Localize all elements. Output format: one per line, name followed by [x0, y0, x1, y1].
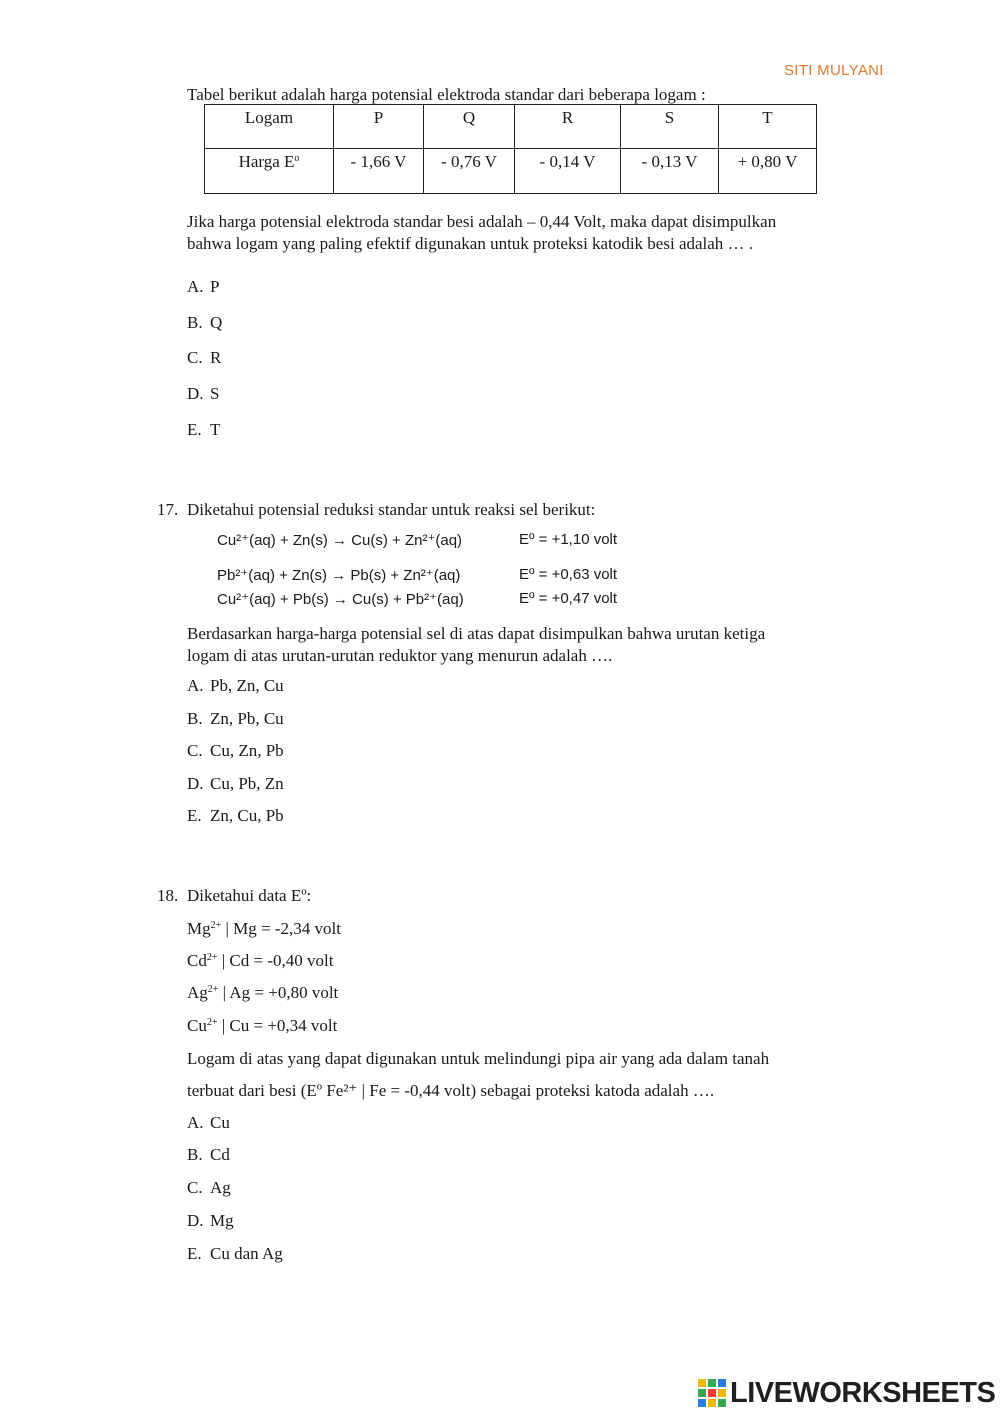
q16-question-line1: Jika harga potensial elektroda standar besi adalah – 0,44 Volt, maka dapat disimpulkan — [187, 212, 777, 231]
q16-option-a[interactable]: A. P — [187, 277, 220, 296]
q17-reaction-2: Pb²⁺(aq) + Zn(s) → Pb(s) + Zn²⁺(aq) — [217, 567, 461, 584]
q17-question-line1: Berdasarkan harga-harga potensial sel di atas dapat disimpulkan bahwa urutan ketiga — [187, 624, 766, 643]
logo-blocks-icon — [698, 1379, 726, 1407]
q16-intro: Tabel berikut adalah harga potensial elektroda standar dari beberapa logam : — [187, 85, 706, 104]
q17-potential-3: Eº = +0,47 volt — [519, 590, 618, 607]
table-header-cell: R — [515, 105, 621, 149]
q18-question-line1: Logam di atas yang dapat digunakan untuk melindungi pipa air yang ada dalam tanah — [187, 1049, 770, 1068]
q16-option-d[interactable]: D. S — [187, 384, 220, 403]
potential-table — [204, 104, 817, 194]
q17-option-a[interactable]: A. Pb, Zn, Cu — [187, 676, 284, 695]
table-cell: - 1,66 V — [334, 149, 424, 194]
q16-option-e[interactable]: E. T — [187, 420, 221, 439]
q17-option-d[interactable]: D. Cu, Pb, Zn — [187, 774, 284, 793]
liveworksheets-logo[interactable] — [698, 1378, 995, 1408]
q17-option-c[interactable]: C. Cu, Zn, Pb — [187, 741, 284, 760]
table-cell: - 0,14 V — [515, 149, 621, 194]
q18-question-line2: terbuat dari besi (Eº Fe²⁺ | Fe = -0,44 volt) sebagai proteksi katoda adalah …. — [187, 1081, 715, 1100]
table-value-row — [205, 149, 817, 194]
q16-option-b[interactable]: B. Q — [187, 313, 223, 332]
q17-potential-1: Eº = +1,10 volt — [519, 531, 618, 548]
table-cell: - 0,76 V — [424, 149, 515, 194]
q16-option-c[interactable]: C. R — [187, 348, 222, 367]
logo-text: LIVEWORKSHEETS — [730, 1376, 996, 1409]
author-name: SITI MULYANI — [784, 62, 884, 79]
q18-option-d[interactable]: D. Mg — [187, 1211, 234, 1230]
q17-option-b[interactable]: B. Zn, Pb, Cu — [187, 709, 284, 728]
table-cell: + 0,80 V — [719, 149, 817, 194]
q16-question-line2: bahwa logam yang paling efektif digunakan untuk proteksi katodik besi adalah … . — [187, 234, 754, 253]
q17-stem: Diketahui potensial reduksi standar untuk reaksi sel berikut: — [187, 500, 596, 519]
q18-option-a[interactable]: A. Cu — [187, 1113, 230, 1132]
q18-data-mg: $Mg^{2+}$ | Mg = -2,34 volt — [187, 919, 341, 938]
table-header-cell: P — [334, 105, 424, 149]
q18-number: 18. — [157, 886, 179, 905]
q18-stem: Diketahui data Eº: — [187, 886, 312, 905]
q17-option-e[interactable]: E. Zn, Cu, Pb — [187, 806, 284, 825]
q17-reaction-3: Cu²⁺(aq) + Pb(s) → Cu(s) + Pb²⁺(aq) — [217, 591, 464, 608]
table-header-cell: Logam — [205, 105, 334, 149]
q18-data-cd: $Cd^{2+}$ | Cd = -0,40 volt — [187, 951, 334, 970]
table-header-cell: S — [621, 105, 719, 149]
q18-option-c[interactable]: C. Ag — [187, 1178, 231, 1197]
q18-data-cu: $Cu^{2+}$ | Cu = +0,34 volt — [187, 1016, 338, 1035]
q17-number: 17. — [157, 500, 179, 519]
table-header-cell: Q — [424, 105, 515, 149]
q17-potential-2: Eº = +0,63 volt — [519, 566, 618, 583]
table-header-cell: T — [719, 105, 817, 149]
q17-reaction-1: Cu²⁺(aq) + Zn(s) → Cu(s) + Zn²⁺(aq) — [217, 532, 463, 549]
q18-option-b[interactable]: B. Cd — [187, 1145, 230, 1164]
table-header-row — [205, 105, 817, 149]
q17-question-line2: logam di atas urutan-urutan reduktor yang menurun adalah …. — [187, 646, 613, 665]
table-cell: - 0,13 V — [621, 149, 719, 194]
q18-data-ag: $Ag^{2+}$ | Ag = +0,80 volt — [187, 983, 339, 1002]
table-row-label: Harga $E^o$ — [205, 149, 334, 194]
q18-option-e[interactable]: E. Cu dan Ag — [187, 1244, 283, 1263]
